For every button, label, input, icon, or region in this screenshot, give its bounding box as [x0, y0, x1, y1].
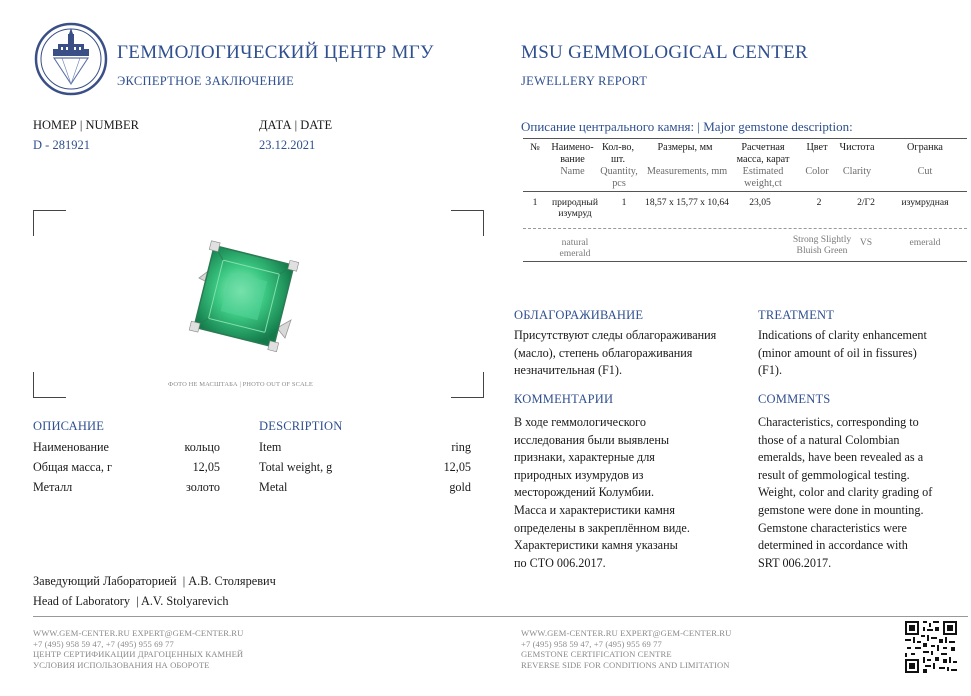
signature-en: Head of Laboratory | A.V. Stolyarevich [33, 594, 229, 608]
table-row-divider [523, 228, 967, 229]
comments-text-en [758, 414, 932, 572]
en-subtitle: JEWELLERY REPORT [521, 74, 648, 88]
signature-ru: Заведующий Лабораторией | А.В. Столяревич [33, 574, 276, 588]
desc-en-value-item: ring [451, 440, 471, 454]
footer-contact-link[interactable]: WWW.GEM-CENTER.RU EXPERT@GEM-CENTER.RU [33, 628, 244, 638]
date-value: 23.12.2021 [259, 138, 316, 152]
comments-en-line: those of a natural Colombian [758, 432, 900, 447]
col-color-ru: Цвет [806, 142, 828, 153]
treatment-heading-ru: ОБЛАГОРАЖИВАНИЕ [514, 308, 644, 322]
row-qty: 1 [621, 197, 627, 208]
footer-centre-name: ЦЕНТР СЕРТИФИКАЦИИ ДРАГОЦЕННЫХ КАМНЕЙ [33, 649, 244, 659]
comments-en-line: SRT 006.2017. [758, 555, 832, 570]
comments-ru-line: исследования были выявлены [514, 432, 670, 447]
comments-ru-line: по СТО 006.2017. [514, 555, 606, 570]
treatment-ru-line: незначительная (F1). [514, 363, 622, 378]
comments-ru-line: Масса и характеристики камня [514, 502, 675, 517]
comments-heading-en: COMMENTS [758, 392, 831, 406]
comments-ru-line: определены в закреплённом виде. [514, 520, 690, 535]
footer-phone: +7 (495) 958 59 47, +7 (495) 955 69 77 [521, 638, 662, 649]
desc-ru-label-weight: Общая масса, г [33, 460, 112, 474]
description-heading-ru: ОПИСАНИЕ [33, 419, 105, 433]
row-color-en: Strong Slightly Bluish Green [792, 234, 852, 256]
comments-en-line: Weight, color and clarity grading of [758, 485, 933, 500]
date-label: ДАТА | DATE [259, 118, 333, 132]
desc-en-value-weight: 12,05 [443, 460, 471, 474]
treatment-text-ru [514, 327, 716, 380]
table-top-rule [523, 138, 967, 139]
comments-en-line: result of gemmological testing. [758, 467, 910, 482]
photo-frame-corner-bl [33, 372, 66, 398]
treatment-text-en [758, 327, 927, 380]
comments-en-line: Gemstone characteristics were [758, 520, 907, 535]
comments-heading-ru: КОММЕНТАРИИ [514, 392, 614, 406]
col-clarity-en: Clarity [842, 166, 872, 177]
treatment-en-line: (F1). [758, 363, 783, 378]
footer-conditions: REVERSE SIDE FOR CONDITIONS AND LIMITATION [521, 659, 730, 670]
comments-en-line: Characteristics, corresponding to [758, 415, 919, 429]
photo-frame-corner-br [451, 372, 484, 398]
comments-ru-line: месторождений Колумбии. [514, 485, 655, 500]
col-cut-en: Cut [917, 166, 933, 177]
row-clarity-en: VS [859, 237, 873, 248]
footer-centre-name: GEMSTONE CERTIFICATION CENTRE [521, 649, 672, 659]
desc-ru-value-item: кольцо [184, 440, 220, 454]
treatment-ru-line: Присутствуют следы облагораживания [514, 328, 717, 342]
col-size-en: Measurements, mm [646, 166, 728, 177]
desc-ru-value-metal: золото [186, 480, 220, 494]
footer-rule [33, 616, 968, 617]
comments-ru-line: В ходе геммологического [514, 415, 646, 429]
gemstone-heading: Описание центрального камня: | Major gemstone description: [521, 119, 853, 134]
row-clarity: 2/Г2 [857, 197, 875, 208]
row-name-en: natural emerald [559, 237, 591, 259]
desc-en-label-weight: Total weight, g [259, 460, 333, 474]
row-no: 1 [532, 197, 538, 208]
footer-phone: +7 (495) 958 59 47, +7 (495) 955 69 77 [33, 638, 174, 649]
comments-en-line: gemstone were done in mounting. [758, 502, 924, 517]
photo-frame-corner-tl [33, 210, 66, 236]
col-name-ru: Наимено-вание [551, 142, 594, 165]
col-qty-ru: Кол-во, шт. [601, 142, 635, 165]
comments-en-line: determined in accordance with [758, 538, 908, 553]
qr-code-icon[interactable] [905, 621, 957, 673]
row-size: 18,57 x 15,77 x 10,64 [645, 197, 729, 208]
ru-subtitle: ЭКСПЕРТНОЕ ЗАКЛЮЧЕНИЕ [117, 74, 295, 88]
comments-ru-line: Характеристики камня указаны [514, 538, 678, 553]
photo-caption: ФОТО НЕ МАСШТАБА | PHOTO OUT OF SCALE [168, 381, 313, 388]
row-name-ru: природный изумруд [552, 197, 598, 219]
footer-left [33, 628, 243, 670]
description-heading-en: DESCRIPTION [259, 419, 343, 433]
table-header-rule [523, 191, 967, 192]
footer-contact-link[interactable]: WWW.GEM-CENTER.RU EXPERT@GEM-CENTER.RU [521, 628, 732, 638]
footer-right [521, 628, 731, 670]
row-cut-en: emerald [909, 237, 941, 248]
comments-en-line: emeralds, have been revealed as a [758, 450, 924, 465]
en-title: MSU GEMMOLOGICAL CENTER [521, 42, 808, 63]
row-color: 2 [816, 197, 822, 208]
col-no: № [530, 142, 540, 153]
table-bottom-rule [523, 261, 967, 262]
desc-en-value-metal: gold [449, 480, 471, 494]
treatment-en-line: (minor amount of oil in fissures) [758, 345, 917, 360]
col-qty-en: Quantity, pcs [600, 166, 638, 189]
number-value: D - 281921 [33, 138, 90, 152]
col-name-en: Name [560, 166, 585, 177]
treatment-en-line: Indications of clarity enhancement [758, 328, 927, 342]
desc-ru-label-item: Наименование [33, 440, 109, 454]
desc-ru-label-metal: Металл [33, 480, 73, 494]
treatment-ru-line: (масло), степень облагораживания [514, 345, 693, 360]
ru-title: ГЕММОЛОГИЧЕСКИЙ ЦЕНТР МГУ [117, 42, 434, 63]
col-cut-ru: Огранка [907, 142, 943, 153]
row-cut-ru: изумрудная [901, 197, 949, 208]
col-color-en: Color [805, 166, 829, 177]
emerald-ring-photo [185, 236, 303, 356]
treatment-heading-en: TREATMENT [758, 308, 835, 322]
row-mass: 23,05 [749, 197, 771, 208]
comments-ru-line: природных изумрудов из [514, 467, 644, 482]
col-size-ru: Размеры, мм [657, 142, 713, 153]
photo-frame-corner-tr [451, 210, 484, 236]
desc-en-label-item: Item [259, 440, 282, 454]
number-label: НОМЕР | NUMBER [33, 118, 139, 132]
footer-conditions: УСЛОВИЯ ИСПОЛЬЗОВАНИЯ НА ОБОРОТЕ [33, 659, 210, 670]
comments-ru-line: признаки, характерные для [514, 450, 655, 465]
university-diamond-emblem-icon [34, 22, 108, 96]
comments-text-ru [514, 414, 690, 572]
col-clarity-ru: Чистота [839, 142, 875, 153]
col-mass-en: Estimated weight,ct [742, 166, 784, 189]
desc-ru-value-weight: 12,05 [192, 460, 220, 474]
col-mass-ru: Расчетная масса, карат [736, 142, 790, 165]
desc-en-label-metal: Metal [259, 480, 288, 494]
